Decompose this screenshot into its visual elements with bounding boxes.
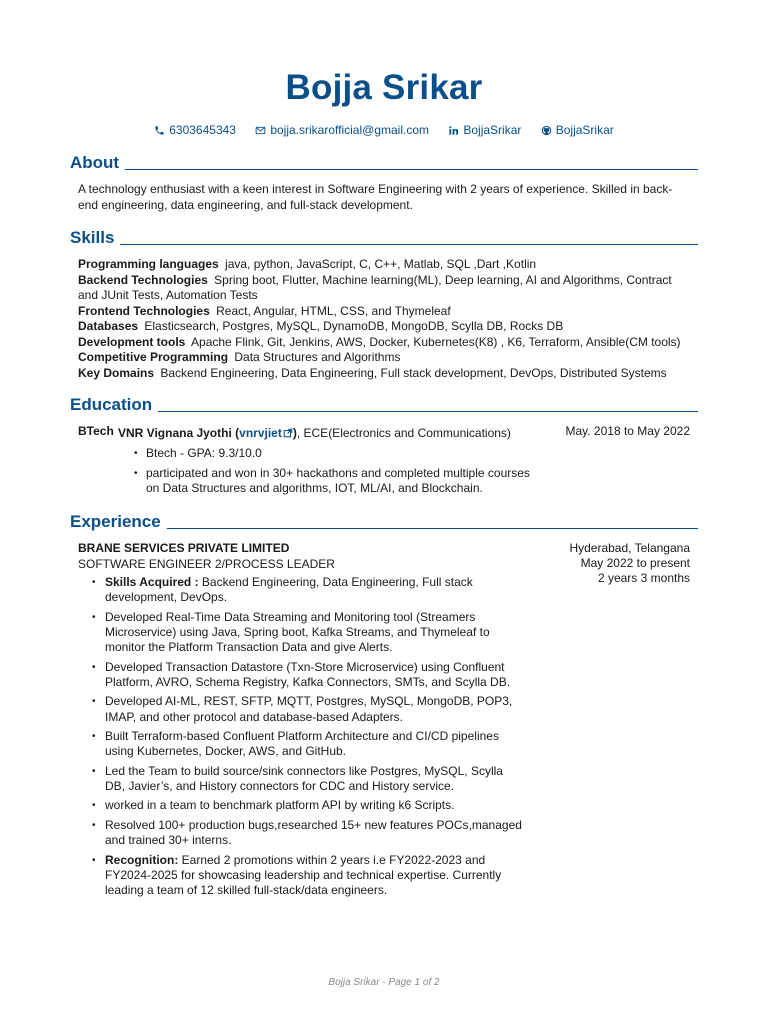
skill-label: Competitive Programming xyxy=(78,350,229,364)
education-bullets xyxy=(134,446,534,501)
experience-heading xyxy=(70,512,698,532)
skill-label: Key Domains xyxy=(78,365,155,380)
skills-title: Skills xyxy=(70,228,115,247)
phone-text: 6303645343 xyxy=(169,123,236,137)
company-name: BRANE SERVICES PRIVATE LIMITED xyxy=(78,541,290,555)
education-date: May. 2018 to May 2022 xyxy=(565,424,690,438)
list-item xyxy=(92,660,526,690)
skill-value: Spring boot, Flutter, Machine learning(ML), Deep learning, AI and Algorithms, Contract and JUnit Tests, Automation Tests xyxy=(78,272,672,302)
section-divider xyxy=(120,244,698,245)
skills-heading xyxy=(70,228,698,248)
page-title: Bojja Srikar xyxy=(285,68,483,107)
education-title: Education xyxy=(70,395,153,414)
email-link[interactable] xyxy=(255,123,429,137)
duration: 2 years 3 months xyxy=(597,571,690,586)
email-text: bojja.srikarofficial@gmail.com xyxy=(270,123,430,137)
about-heading xyxy=(70,153,698,173)
external-link-icon xyxy=(283,428,293,438)
linkedin-link[interactable] xyxy=(448,123,521,137)
bullet-text: Built Terraform-based Confluent Platform Architecture and CI/CD pipelines using Kubernetes, Docker, AWS, and GitHub. xyxy=(105,729,499,759)
list-item xyxy=(92,798,526,813)
bullet-text: Led the Team to build source/sink connectors like Postgres, MySQL, Scylla DB, Javier’s, and History connectors for CDC and History service. xyxy=(105,763,503,793)
skill-row xyxy=(78,257,690,273)
list-item xyxy=(92,694,526,724)
period: May 2022 to present xyxy=(580,556,690,571)
skill-value: java, python, JavaScript, C, C++, Matlab, SQL ,Dart ,Kotlin xyxy=(225,257,537,271)
skill-row xyxy=(78,273,690,304)
education-heading xyxy=(70,395,698,415)
institution-line: VNR Vignana Jyothi (vnrvjiet ), ECE(Electronics and Communications) xyxy=(118,426,511,440)
phone-icon xyxy=(154,125,165,136)
institution-link-text: vnrvjiet xyxy=(239,426,282,440)
skill-label: Databases xyxy=(78,319,139,333)
list-item: • Btech - GPA: 9.3/10.0 xyxy=(134,446,534,462)
list-item xyxy=(92,610,526,656)
section-divider xyxy=(158,411,698,412)
bullet-text: Earned 2 promotions within 2 years i.e FY2022-2023 and FY2024-2025 for showcasing leadership and technical expertise. Currently leading a team of 12 skilled full-stack/data engineers. xyxy=(105,852,502,898)
skill-label: Backend Technologies xyxy=(78,272,208,287)
bullet-text: Developed Real-Time Data Streaming and Monitoring tool (Streamers Microservice) using Java, Spring boot, Kafka Streams, and Thymeleaf to monitor the Platform Transaction Data and give Alerts. xyxy=(105,609,490,655)
skill-value: Data Structures and Algorithms xyxy=(234,350,401,364)
bullet-text: Resolved 100+ production bugs,researched 15+ new features POCs,managed and trained 30+ interns. xyxy=(105,817,522,848)
experience-meta xyxy=(569,541,690,587)
phone-link[interactable] xyxy=(154,123,236,137)
page-footer: Bojja Srikar - Page 1 of 2 xyxy=(328,977,440,988)
branch: ECE(Electronics and Communications) xyxy=(303,426,511,440)
linkedin-icon xyxy=(448,125,459,136)
about-title: About xyxy=(70,153,120,172)
github-text: BojjaSrikar xyxy=(555,123,614,137)
bullet-bold: Recognition: xyxy=(105,852,179,867)
skill-label: Programming languages xyxy=(78,257,219,271)
envelope-icon xyxy=(255,125,266,136)
contact-bar xyxy=(0,123,768,139)
list-item: • participated and won in 30+ hackathons and completed multiple courses on Data Structures and algorithms, IOT, ML/AI, and Blockchain. xyxy=(134,466,534,497)
list-item xyxy=(92,575,526,605)
linkedin-text: BojjaSrikar xyxy=(463,123,522,137)
about-text: A technology enthusiast with a keen interest in Software Engineering with 2 years of experience. Skilled in back-end engineering, data engineering, and full-stack development. xyxy=(78,182,673,212)
institution-name: VNR Vignana Jyothi xyxy=(118,426,232,440)
bullet-text: Backend Engineering, Data Engineering, Full stack development, DevOps. xyxy=(105,575,473,605)
list-item xyxy=(92,853,526,899)
skill-value: React, Angular, HTML, CSS, and Thymeleaf xyxy=(216,303,451,318)
skill-row xyxy=(78,350,690,366)
skill-row xyxy=(78,366,690,382)
list-item xyxy=(92,818,526,848)
section-divider xyxy=(167,528,698,529)
skill-label: Frontend Technologies xyxy=(78,303,210,318)
github-icon xyxy=(541,125,552,136)
bullet-bold: Skills Acquired : xyxy=(105,575,199,589)
degree: BTech xyxy=(78,424,114,438)
section-divider xyxy=(125,169,698,170)
institution-link[interactable] xyxy=(239,426,293,440)
skill-label: Development tools xyxy=(78,334,186,349)
location: Hyderabad, Telangana xyxy=(569,541,690,555)
experience-bullets xyxy=(92,575,526,903)
job-role: SOFTWARE ENGINEER 2/PROCESS LEADER xyxy=(78,556,335,571)
bullet-text: worked in a team to benchmark platform API by writing k6 Scripts. xyxy=(105,798,455,813)
skill-row xyxy=(78,304,690,320)
list-item xyxy=(92,764,526,794)
github-link[interactable] xyxy=(541,123,614,137)
skill-value: Backend Engineering, Data Engineering, Full stack development, DevOps, Distributed Systems xyxy=(160,365,667,380)
bullet-text: Developed Transaction Datastore (Txn-Store Microservice) using Confluent Platform, AVRO, Schema Registry, Kafka Connectors, SMTs, and Scylla DB. xyxy=(105,659,511,689)
experience-title: Experience xyxy=(70,512,161,531)
skills-list xyxy=(78,257,690,381)
skill-value: Elasticsearch, Postgres, MySQL, DynamoDB, MongoDB, Scylla DB, Rocks DB xyxy=(144,319,564,333)
bullet-text: Developed AI-ML, REST, SFTP, MQTT, Postgres, MySQL, MongoDB, POP3, IMAP, and other protocol and database-based Adapters. xyxy=(105,694,513,724)
skill-row xyxy=(78,335,690,351)
skill-row xyxy=(78,319,690,335)
skill-value: Apache Flink, Git, Jenkins, AWS, Docker, Kubernetes(K8) , K6, Terraform, Ansible(CM tools) xyxy=(191,334,681,349)
list-item xyxy=(92,729,526,759)
